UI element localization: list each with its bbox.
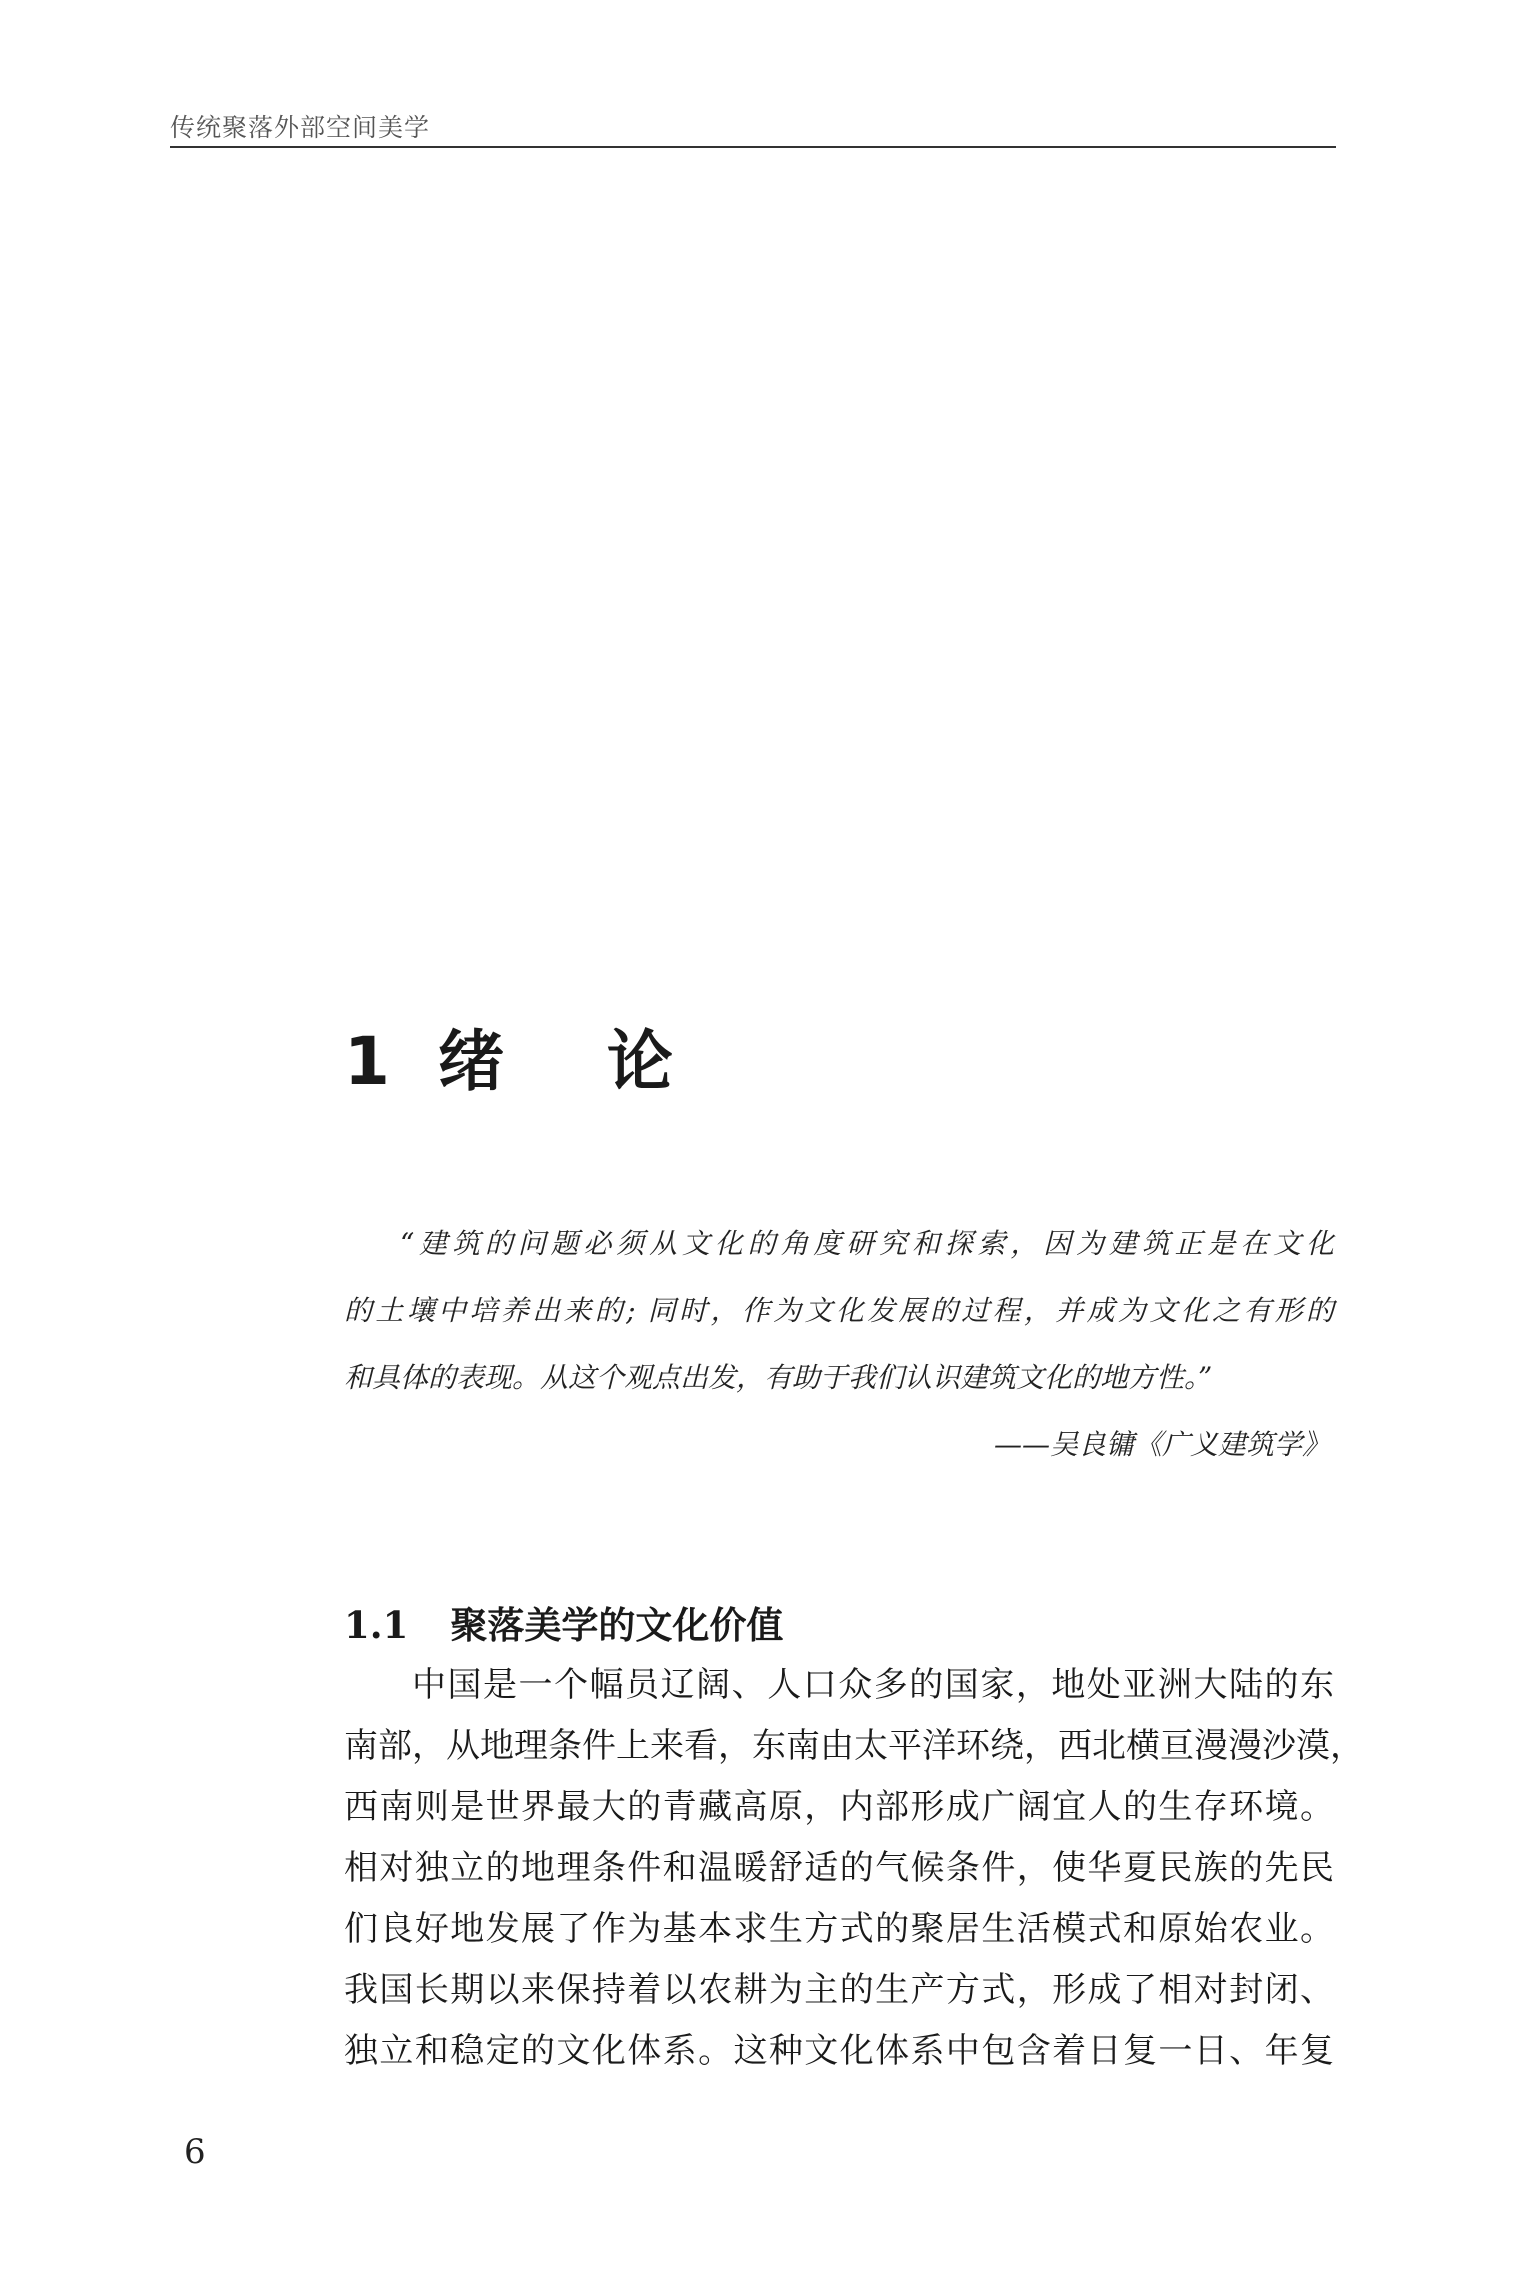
chapter-name: 绪 论 <box>437 1023 713 1100</box>
epigraph-line: 的土壤中培养出来的; 同时，作为文化发展的过程，并成为文化之有形的 <box>344 1294 1334 1327</box>
body-line: 中国是一个幅员辽阔、人口众多的国家，地处亚洲大陆的东 <box>412 1665 1334 1705</box>
section-number: 1.1 <box>344 1603 409 1647</box>
epigraph-source: ——吴良镛《广义建筑学》 <box>993 1428 1330 1461</box>
epigraph-line: “建筑的问题必须从文化的角度研究和探索，因为建筑正是在文化 <box>400 1227 1334 1260</box>
epigraph-line: 和具体的表现。从这个观点出发，有助于我们认识建筑文化的地方性。” <box>344 1361 1213 1394</box>
body-line: 我国长期以来保持着以农耕为主的生产方式，形成了相对封闭、 <box>344 1970 1334 2010</box>
body-paragraph <box>344 1655 1364 2082</box>
section-title: 聚落美学的文化价值 <box>450 1603 784 1647</box>
body-line: 南部，从地理条件上来看，东南由太平洋环绕，西北横亘漫漫沙漠， <box>344 1726 1364 1766</box>
section-heading <box>344 1595 783 1649</box>
chapter-title <box>344 1008 713 1103</box>
epigraph <box>344 1210 1334 1478</box>
header-rule <box>170 146 1336 148</box>
body-line: 相对独立的地理条件和温暖舒适的气候条件，使华夏民族的先民 <box>344 1848 1334 1888</box>
running-header: 传统聚落外部空间美学 <box>170 113 431 142</box>
body-line: 独立和稳定的文化体系。这种文化体系中包含着日复一日、年复 <box>344 2031 1334 2071</box>
chapter-number: 1 <box>344 1023 390 1100</box>
body-line: 们良好地发展了作为基本求生方式的聚居生活模式和原始农业。 <box>344 1909 1334 1949</box>
body-line: 西南则是世界最大的青藏高原，内部形成广阔宜人的生存环境。 <box>344 1787 1334 1827</box>
page-number: 6 <box>184 2132 206 2172</box>
